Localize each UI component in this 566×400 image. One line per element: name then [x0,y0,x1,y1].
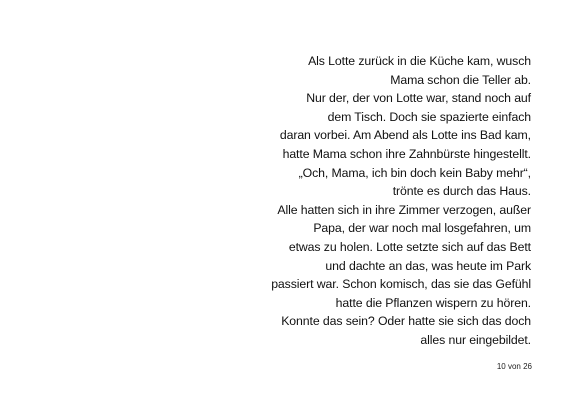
story-line: alles nur eingebildet. [420,332,531,347]
story-line: Papa, der war noch mal losgefahren, um [313,221,531,236]
story-text [250,52,531,350]
story-line: Nur der, der von Lotte war, stand noch auf [306,91,531,106]
story-line: trönte es durch das Haus. [392,184,531,199]
story-line: „Och, Mama, ich bin doch kein Baby mehr“, [298,165,531,180]
story-line: daran vorbei. Am Abend als Lotte ins Bad kam, [279,128,531,143]
page-number: 10 von 26 [496,362,532,371]
story-line: Als Lotte zurück in die Küche kam, wusch [308,54,531,68]
story-line: hatte Mama schon ihre Zahnbürste hingestellt. [282,146,531,161]
story-line: Mama schon die Teller ab. [390,72,531,87]
story-line: und dachte an das, was heute im Park [325,258,531,273]
story-line: Alle hatten sich in ihre Zimmer verzogen, außer [277,202,531,217]
story-line: Konnte das sein? Oder hatte sie sich das doch [281,314,531,329]
story-line: etwas zu holen. Lotte setzte sich auf das Bett [288,239,531,254]
story-line: passiert war. Schon komisch, das sie das Gefühl [271,277,531,292]
story-line: dem Tisch. Doch sie spazierte einfach [327,109,531,124]
story-line: hatte die Pflanzen wispern zu hören. [335,295,531,310]
